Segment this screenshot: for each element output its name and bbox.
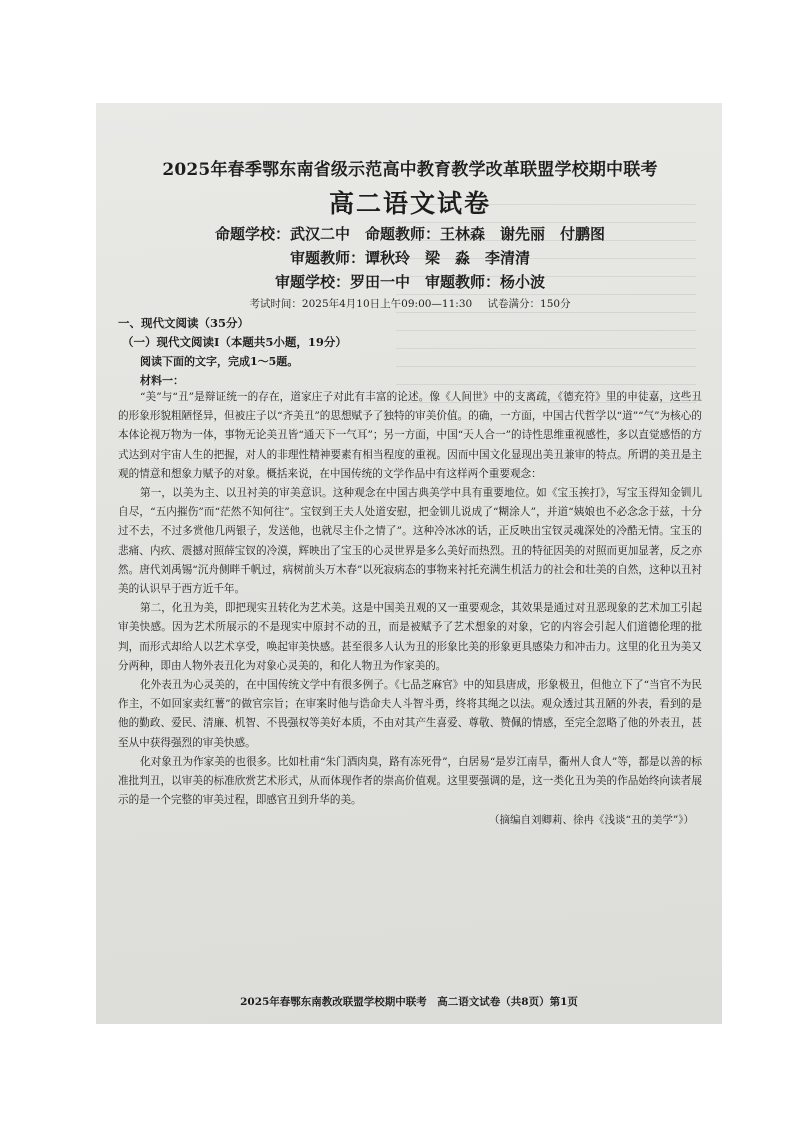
paragraph: 第一，以美为主、以丑衬美的审美意识。这种观念在中国古典美学中具有重要地位。如《宝玉挨打》，写宝玉得知金钏儿自尽，“五内摧伤”而“茫然不知何往”。宝钗到王夫人处道安慰，把金钏儿说成了“糊涂人”，并道“姨娘也不必念念于兹，十分过不去，不过多赏他几两银子，发送他，也就尽主仆之情了”。这种冷冰冰的话，正反映出宝钗灵魂深处的冷酷无情。宝玉的悲痛、内疚、震撼对照薛宝钗的冷漠，辉映出了宝玉的心灵世界是多么美好而热烈。丑的特征因美的对照而更加显著，反之亦然。唐代刘禹锡“沉舟侧畔千帆过，病树前头万木春”以死寂病态的事物来衬托充满生机活力的社会和壮美的自然，这种以丑衬美的认识早于西方近千年。 xyxy=(118,487,702,596)
reviewer-line: 审题教师：谭秋玲 梁 淼 李清清 xyxy=(289,249,530,267)
subsection-title: （一）现代文阅读Ⅰ（本题共5小题，19分） xyxy=(122,335,347,349)
review-school-line: 审题学校：罗田一中 审题教师：杨小波 xyxy=(274,273,545,291)
exam-title: 2025年春季鄂东南省级示范高中教育教学改革联盟学校期中联考 xyxy=(162,160,658,180)
proposition-line: 命题学校：武汉二中 命题教师：王林森 谢先丽 付鹏图 xyxy=(214,225,605,243)
instruction: 阅读下面的文字，完成1～5题。 xyxy=(140,355,299,368)
paragraph: “美”与“丑”是辩证统一的存在，道家庄子对此有丰富的论述。像《人间世》中的支离疏，《德充符》里的申徒嘉，这些丑的形象形貌粗陋怪异，但被庄子以“齐美丑”的思想赋予了独特的审美价值。的确，一方面，中国古代哲学以“道”“气”为核心的本体论视万物为一体，事物无论美丑皆“通天下一气耳”；另一方面，中国“天人合一”的诗性思维重视感性，多以直觉感悟的方式达到对宇宙人生的把握，对人的非理性精神要素有相当程度的重视。因而中国文化显现出美丑兼审的特点。所谓的美丑是主观的情意和想象力赋予的对象。概括来说，在中国传统的文学作品中有这样两个重要观念： xyxy=(118,391,702,480)
exam-time: 考试时间：2025年4月10日上午09:00—11:30 xyxy=(249,298,473,310)
exam-page xyxy=(118,155,702,827)
paragraph: 化对象丑为作家美的也很多。比如杜甫“朱门酒肉臭，路有冻死骨”，白居易“是岁江南旱，衢州人食人”等，都是以善的标准批判丑，以审美的标准欣赏艺术形式，从而体现作者的崇高价值观。这里要强调的是，这一类化丑为美的作品始终向读者展示的是一个完整的审美过程，即感官丑到升华的美。 xyxy=(118,755,702,807)
source-citation: （摘编自刘卿莉、徐冉《浅谈“丑的美学”》） xyxy=(489,814,694,827)
material-label: 材料一： xyxy=(140,374,184,387)
exam-paper-photo xyxy=(96,103,722,1024)
full-score: 试卷满分：150分 xyxy=(487,298,571,310)
paragraph: 第二，化丑为美，即把现实丑转化为艺术美。这是中国美丑观的又一重要观念，其效果是通过对丑恶现象的艺术加工引起审美快感。因为艺术所展示的不是现实中原封不动的丑，而是被赋予了艺术想象的对象，它的内容会引起人们道德伦理的批判，而形式却给人以艺术享受，唤起审美快感。甚至很多人认为丑的形象比美的形象更具感染力和冲击力。这里的化丑为美又分两种，即由人物外表丑化为对象心灵美的，和化人物丑为作家美的。 xyxy=(118,602,702,672)
page-footer: 2025年春鄂东南教改联盟学校期中联考 高二语文试卷（共8页）第1页 xyxy=(240,996,578,1008)
section-title: 一、现代文阅读（35分） xyxy=(118,316,250,330)
paper-title: 高二语文试卷 xyxy=(328,189,491,218)
exam-info xyxy=(118,296,702,311)
paragraph: 化外表丑为心灵美的，在中国传统文学中有很多例子。《七品芝麻官》中的知县唐成，形象极丑，但他立下了“当官不为民作主，不如回家卖红薯”的做官宗旨；在审案时他与诰命夫人斗智斗勇，终将其绳之以法。观众透过其丑陋的外表，看到的是他的勤政、爱民、清廉、机智、不畏强权等美好本质，不由对其产生喜爱、尊敬、赞佩的情感，至完全忽略了他的外表丑，甚至从中获得强烈的审美快感。 xyxy=(118,679,702,749)
